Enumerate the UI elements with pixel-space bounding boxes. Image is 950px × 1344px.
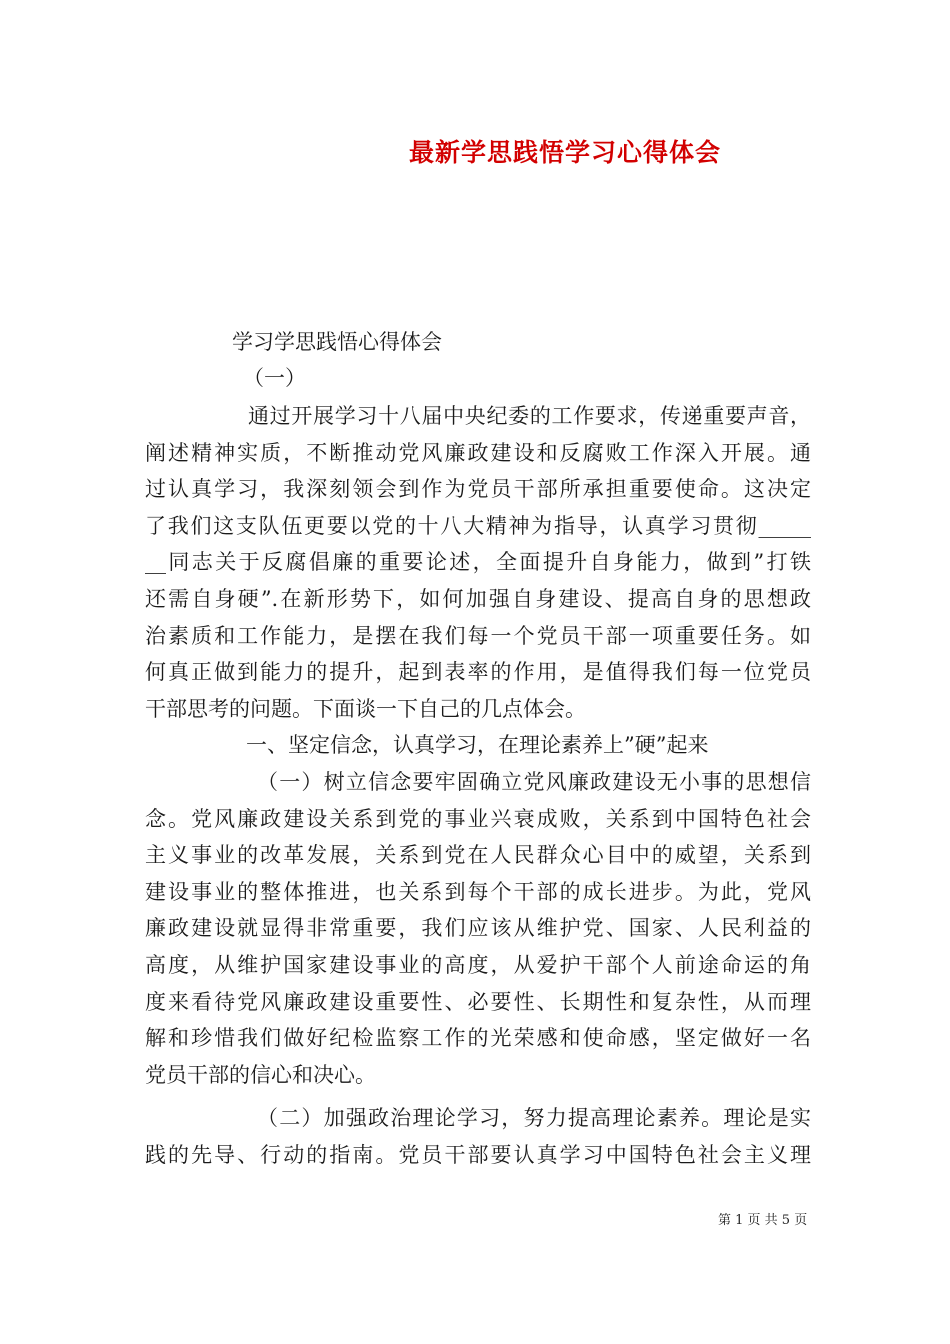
paragraph-2-line: 建设事业的整体推进，也关系到每个干部的成长进步。为此，党风 (145, 879, 811, 904)
paragraph-2-line: 度来看待党风廉政建设重要性、必要性、长期性和复杂性，从而理 (145, 989, 811, 1014)
document-subtitle: 学习学思践悟心得体会 (232, 330, 442, 354)
paragraph-3-line: 践的先导、行动的指南。党员干部要认真学习中国特色社会主义理 (145, 1142, 811, 1167)
paragraph-1-line: 过认真学习，我深刻领会到作为党员干部所承担重要使命。这决定 (145, 477, 811, 502)
paragraph-2-line: 念。党风廉政建设关系到党的事业兴衰成败，关系到中国特色社会 (145, 806, 811, 831)
paragraph-1-line: 了我们这支队伍更要以党的十八大精神为指导，认真学习贯彻_____ (145, 513, 811, 538)
paragraph-1-line: 还需自身硬”.在新形势下，如何加强自身建设、提高自身的思想政 (145, 586, 811, 611)
paragraph-2-line: 党员干部的信心和决心。 (145, 1062, 376, 1087)
section-marker: （一） (243, 366, 306, 390)
paragraph-3-line: （二）加强政治理论学习，努力提高理论素养。理论是实 (257, 1106, 811, 1131)
document-body (145, 398, 811, 1173)
paragraph-1-line: 治素质和工作能力，是摆在我们每一个党员干部一项重要任务。如 (145, 623, 811, 648)
page-footer: 第 1 页 共 5 页 (718, 1213, 808, 1228)
paragraph-1-line: __同志关于反腐倡廉的重要论述，全面提升自身能力，做到”打铁 (145, 550, 811, 575)
section-heading-1: 一、坚定信念，认真学习，在理论素养上”硬”起来 (246, 733, 709, 758)
paragraph-2-line: 高度，从维护国家建设事业的高度，从爱护干部个人前途命运的角 (145, 952, 811, 977)
paragraph-1-line: 干部思考的问题。下面谈一下自己的几点体会。 (145, 696, 586, 721)
paragraph-2-line: 解和珍惜我们做好纪检监察工作的光荣感和使命感，坚定做好一名 (145, 1026, 811, 1051)
paragraph-gap (145, 1093, 811, 1100)
paragraph-1-line: 阐述精神实质，不断推动党风廉政建设和反腐败工作深入开展。通 (145, 440, 811, 465)
paragraph-2-line: 廉政建设就显得非常重要，我们应该从维护党、国家、人民利益的 (145, 916, 811, 941)
paragraph-2-line: 主义事业的改革发展，关系到党在人民群众心目中的威望，关系到 (145, 843, 811, 868)
paragraph-1-line: 何真正做到能力的提升，起到表率的作用，是值得我们每一位党员 (145, 660, 811, 685)
document-title: 最新学思践悟学习心得体会 (408, 138, 721, 167)
paragraph-1-line: 通过开展学习十八届中央纪委的工作要求，传递重要声音， (248, 404, 811, 428)
paragraph-2-line: （一）树立信念要牢固确立党风廉政建设无小事的思想信 (257, 769, 811, 794)
